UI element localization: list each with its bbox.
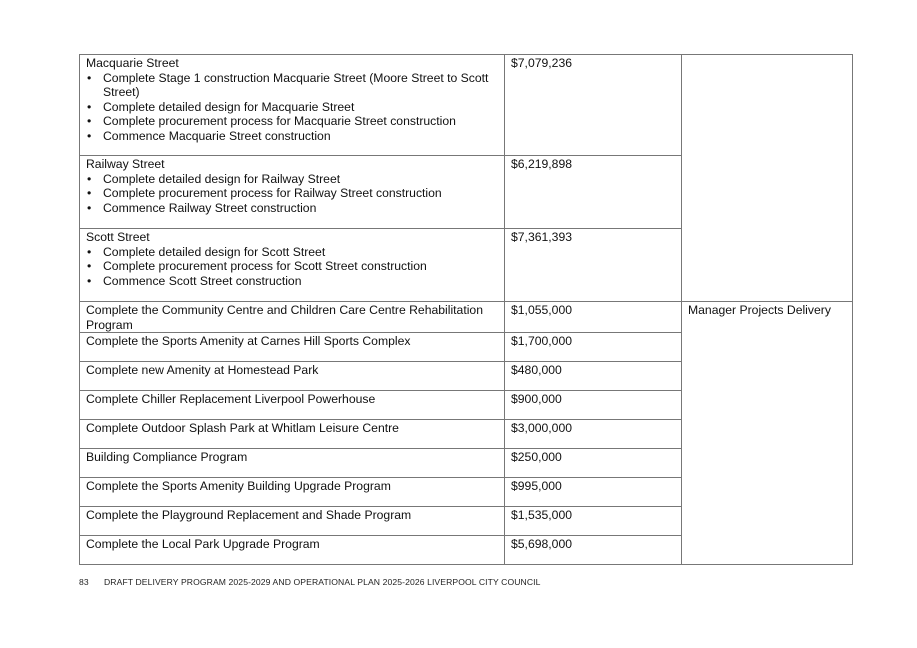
page-footer [79,577,541,587]
page-number: 83 [79,577,89,587]
list-item: • Complete detailed design for Scott Street [103,245,498,260]
activity-cell: Complete the Playground Replacement and Shade Program [80,507,505,536]
activity-cell: Complete Outdoor Splash Park at Whitlam Leisure Centre [80,420,505,449]
list-item: • Commence Railway Street construction [103,201,498,216]
list-item: • Complete procurement process for Scott Street construction [103,259,498,274]
activity-list [86,245,498,289]
street-title: Scott Street [86,230,150,244]
budget-cell: $250,000 [505,449,682,478]
budget-cell: $7,361,393 [505,229,682,302]
table-row [80,55,853,156]
activity-list [86,71,498,144]
activity-cell: Complete the Sports Amenity at Carnes Hill Sports Complex [80,333,505,362]
list-item: • Complete detailed design for Railway Street [103,172,498,187]
budget-cell: $7,079,236 [505,55,682,156]
activity-cell: Complete the Sports Amenity Building Upgrade Program [80,478,505,507]
responsible-cell: Manager Projects Delivery [682,302,853,565]
budget-cell: $995,000 [505,478,682,507]
street-title: Macquarie Street [86,56,179,70]
activity-cell [80,55,505,156]
activity-cell: Complete Chiller Replacement Liverpool Powerhouse [80,391,505,420]
activity-cell [80,229,505,302]
list-item: • Commence Scott Street construction [103,274,498,289]
activity-cell: Complete the Local Park Upgrade Program [80,536,505,565]
activity-cell: Building Compliance Program [80,449,505,478]
street-title: Railway Street [86,157,165,171]
budget-cell: $1,700,000 [505,333,682,362]
budget-cell: $5,698,000 [505,536,682,565]
budget-cell: $1,535,000 [505,507,682,536]
activity-list [86,172,498,216]
activity-cell: Complete the Community Centre and Children Care Centre Rehabilitation Program [80,302,505,333]
budget-cell: $480,000 [505,362,682,391]
activity-cell [80,156,505,229]
budget-cell: $1,055,000 [505,302,682,333]
table-row [80,302,853,333]
list-item: • Complete Stage 1 construction Macquarie Street (Moore Street to Scott Street) [103,71,498,100]
list-item: • Commence Macquarie Street construction [103,129,498,144]
list-item: • Complete detailed design for Macquarie Street [103,100,498,115]
delivery-program-table [79,54,853,565]
budget-cell: $900,000 [505,391,682,420]
list-item: • Complete procurement process for Railway Street construction [103,186,498,201]
responsible-cell-empty [682,55,853,302]
list-item: • Complete procurement process for Macquarie Street construction [103,114,498,129]
footer-title: DRAFT DELIVERY PROGRAM 2025-2029 AND OPERATIONAL PLAN 2025-2026 LIVERPOOL CITY COUNCIL [104,577,541,587]
budget-cell: $3,000,000 [505,420,682,449]
budget-cell: $6,219,898 [505,156,682,229]
activity-cell: Complete new Amenity at Homestead Park [80,362,505,391]
